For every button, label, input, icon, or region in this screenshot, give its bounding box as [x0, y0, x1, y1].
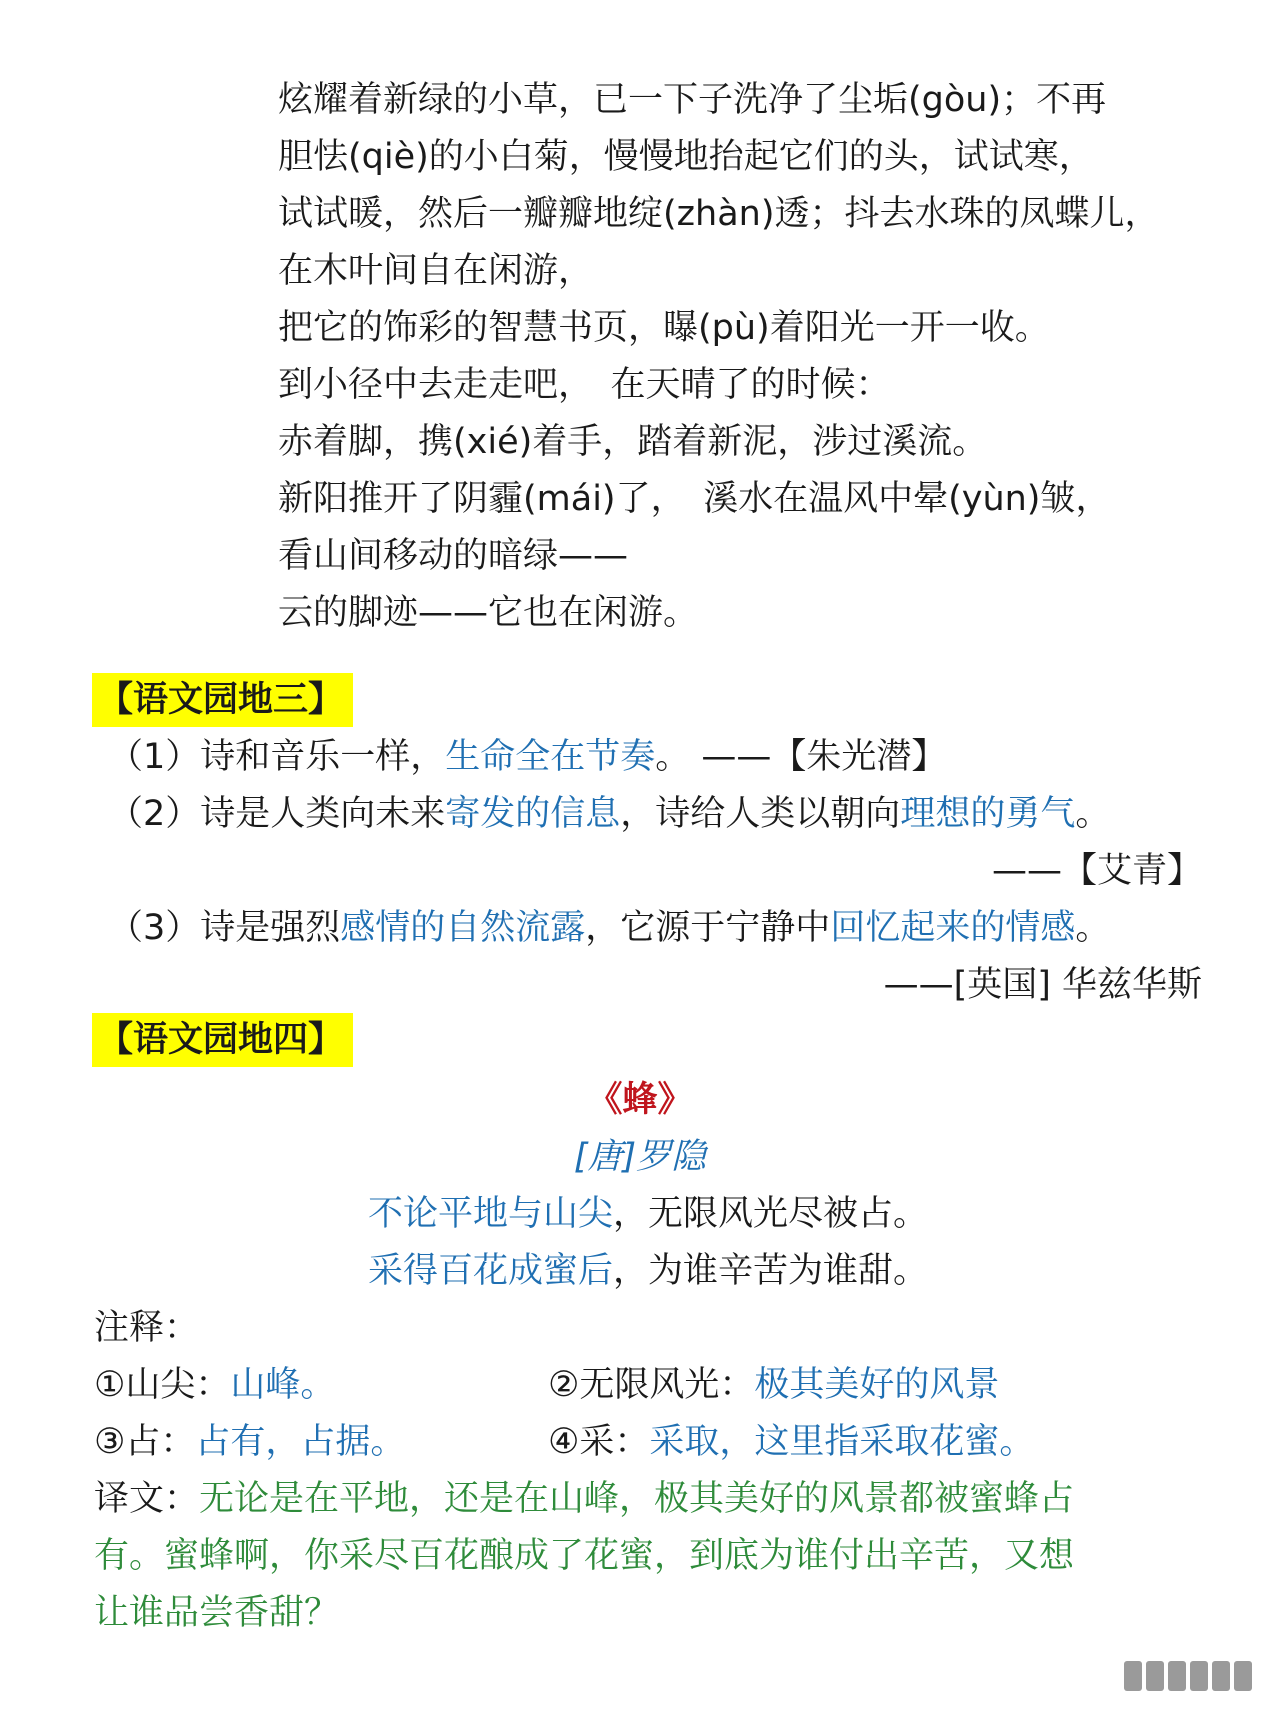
poem-author: [唐]罗隐	[573, 1137, 707, 1177]
notes-label: 注释：	[94, 1308, 200, 1348]
poem-line: 看山间移动的暗绿——	[278, 536, 629, 576]
translation-line: 有。蜜蜂啊，你采尽百花酿成了花蜜，到底为谁付出辛苦，又想	[94, 1536, 1075, 1576]
poem-line: 把它的饰彩的智慧书页，曝(pù)着阳光一开一收。	[278, 308, 1050, 348]
bee-poem-line-2: 采得百花成蜜后，为谁辛苦为谁甜。	[368, 1251, 929, 1291]
poem-line: 炫耀着新绿的小草，已一下子洗净了尘垢(gòu)；不再	[278, 80, 1107, 120]
quote-1: （1）诗和音乐一样，生命全在节奏。 ——【朱光潜】	[108, 737, 947, 777]
bee-poem-line-1: 不论平地与山尖，无限风光尽被占。	[368, 1194, 929, 1234]
section4-tag: 【语文园地四】	[92, 1012, 353, 1069]
poem-line: 到小径中去走走吧， 在天晴了的时候：	[278, 365, 891, 405]
watermark-bars-icon	[1120, 1652, 1252, 1686]
poem-line: 胆怯(qiè)的小白菊，慢慢地抬起它们的头，试试寒，	[278, 137, 1094, 177]
quote-3: （3）诗是强烈感情的自然流露，它源于宁静中回忆起来的情感。	[108, 908, 1111, 948]
note-item: ②无限风光：极其美好的风景	[548, 1365, 1000, 1405]
note-item: ③占：占有，占据。	[94, 1422, 406, 1462]
poem-line: 试试暖，然后一瓣瓣地绽(zhàn)透；抖去水珠的凤蝶儿，	[278, 194, 1160, 234]
poem-line: 新阳推开了阴霾(mái)了， 溪水在温风中晕(yùn)皱，	[278, 479, 1111, 519]
section3-tag: 【语文园地三】	[92, 672, 353, 729]
translation-line: 译文：无论是在平地，还是在山峰，极其美好的风景都被蜜蜂占	[94, 1479, 1075, 1519]
poem-line: 在木叶间自在闲游，	[278, 251, 594, 291]
quote-3-author: ——[英国] 华兹华斯	[883, 965, 1202, 1005]
quote-2: （2）诗是人类向未来寄发的信息，诗给人类以朝向理想的勇气。	[108, 794, 1111, 834]
poem-line: 赤着脚，携(xié)着手，踏着新泥，涉过溪流。	[278, 422, 988, 462]
quote-2-author: ——【艾青】	[991, 851, 1202, 891]
poem-title: 《蜂》	[587, 1080, 693, 1120]
note-item: ①山尖：山峰。	[94, 1365, 336, 1405]
poem-line: 云的脚迹——它也在闲游。	[278, 593, 699, 633]
translation-line: 让谁品尝香甜？	[94, 1593, 340, 1633]
note-item: ④采：采取，这里指采取花蜜。	[548, 1422, 1035, 1462]
